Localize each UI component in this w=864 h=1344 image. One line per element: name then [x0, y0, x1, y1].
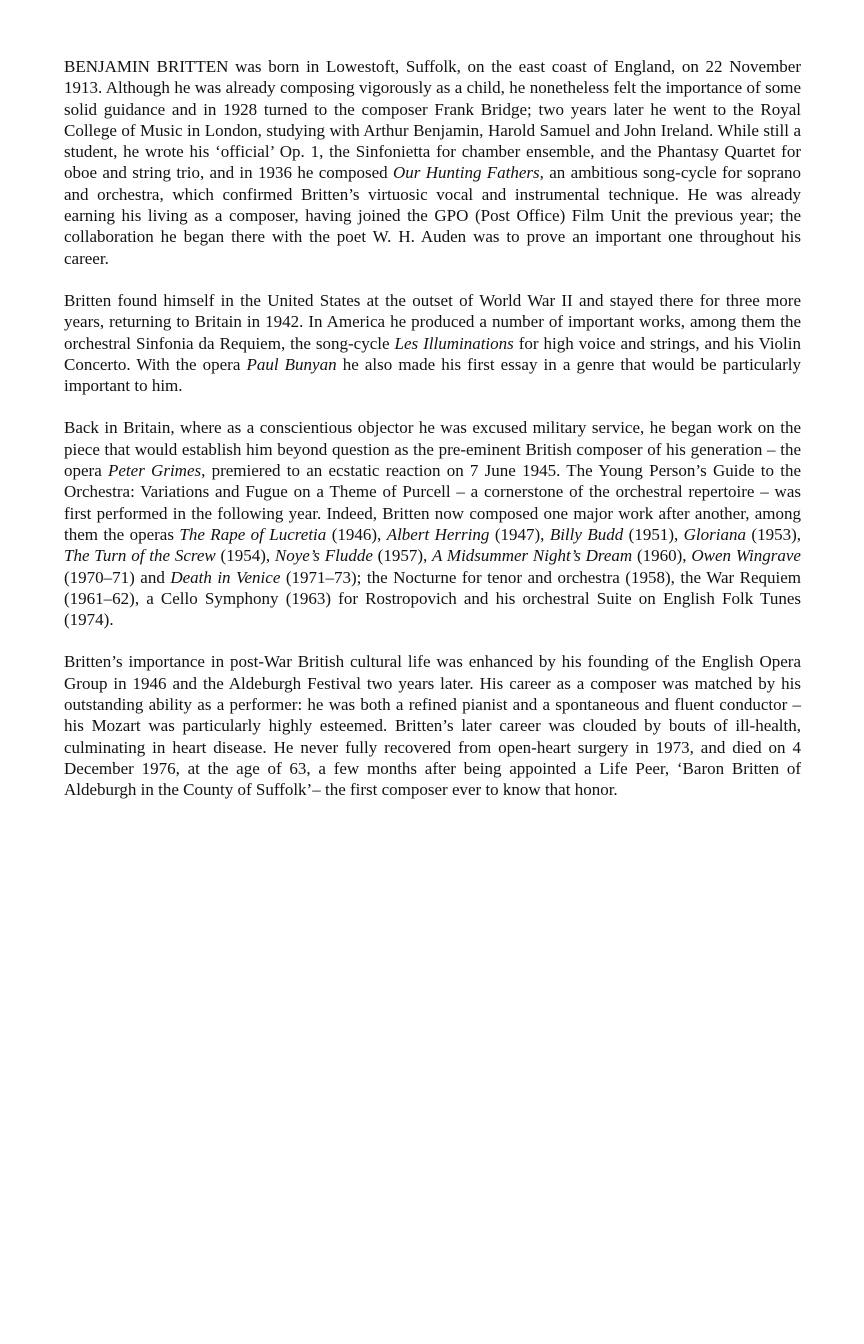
text-run: for high voice and strings, and his Violin Concerto. With the opera [64, 333, 801, 374]
text-run: (1960), [632, 546, 692, 566]
text-run: (1954), [215, 546, 275, 566]
paragraph [64, 417, 801, 630]
text-run: (1947), [489, 524, 550, 544]
work-title: Death in Venice [170, 567, 281, 587]
work-title: Noye’s Fludde [274, 546, 373, 566]
paragraph [64, 290, 801, 396]
work-title: Billy Budd [549, 524, 624, 544]
text-run: (1957), [372, 546, 433, 566]
text-run: , an ambitious song-cycle for soprano and orchestra, which confirmed Britten’s virtuosic vocal and instrumental technique. He was already earning his living as a composer, having joined the GPO (Post Office) Film Unit the previous year; the collaboration he began there with the poet W. H. Auden was to prove an important one throughout his career. [64, 163, 802, 268]
text-run: Britten found himself in the United States at the outset of World War II and stayed there for three more years, returning to Britain in 1942. In America he produced a number of important works, among them the orchestral Sinfonia da Requiem, the song-cycle [64, 290, 801, 353]
text-run: Britten’s importance in post-War British cultural life was enhanced by his founding of the English Opera Group in 1946 and the Aldeburgh Festival two years later. His career as a composer was matched by his outstanding ability as a performer: he was both a refined pianist and a spontaneous and fluent conductor – his Mozart was particularly highly esteemed. Britten’s later career was clouded by bouts of ill-health, culminating in heart disease. He never fully recovered from open-heart surgery in 1973, and died on 4 December 1976, at the age of 63, a few months after being appointed a Life Peer, ‘Baron Britten of Aldeburgh in the County of Suffolk’– the first composer ever to know that honor. [64, 652, 801, 800]
work-title: Albert Herring [386, 524, 490, 544]
text-run: , premiered to an ecstatic reaction on 7 June 1945. The Young Person’s Guide to the Orchestra: Variations and Fugue on a Theme of Purcell – a cornerstone of the orchestral repertoire – was first performed in the following year. Indeed, Britten now composed one major work after another, among them the operas [64, 461, 801, 544]
text-run: he also made his first essay in a genre that would be particularly important to him. [64, 354, 802, 396]
work-title: Our Hunting Fathers [392, 163, 540, 183]
text-run: (1970–71) and [64, 567, 171, 587]
paragraph [64, 651, 801, 800]
text-run: (1953), [746, 524, 801, 544]
work-title: Paul Bunyan [246, 354, 337, 374]
biography-text [64, 56, 801, 801]
work-title: Gloriana [683, 524, 746, 544]
work-title: Les Illuminations [394, 333, 514, 353]
paragraph [64, 56, 801, 269]
work-title: Owen Wingrave [691, 546, 801, 566]
work-title: The Turn of the Screw [64, 546, 216, 566]
text-run: (1946), [326, 524, 387, 544]
work-title: Peter Grimes [108, 461, 202, 481]
work-title: The Rape of Lucretia [179, 524, 327, 544]
text-run: (1951), [623, 524, 684, 544]
text-run: BENJAMIN BRITTEN was born in Lowestoft, Suffolk, on the east coast of England, on 22 November 1913. Although he was already composing vigorously as a child, he nonetheless felt the importance of some solid guidance and in 1928 turned to the composer Frank Bridge; two years later he went to the Royal College of Music in London, studying with Arthur Benjamin, Harold Samuel and John Ireland. While still a student, he wrote his ‘official’ Op. 1, the Sinfonietta for chamber ensemble, and the Phantasy Quartet for oboe and string trio, and in 1936 he composed [64, 57, 801, 183]
text-run: (1971–73); the Nocturne for tenor and orchestra (1958), the War Requiem (1961–62), a Cello Symphony (1963) for Rostropovich and his orchestral Suite on English Folk Tunes (1974). [64, 567, 801, 630]
work-title: A Midsummer Night’s Dream [432, 546, 633, 566]
text-run: Back in Britain, where as a conscientious objector he was excused military service, he began work on the piece that would establish him beyond question as the pre-eminent British composer of his generation – the opera [64, 418, 801, 481]
